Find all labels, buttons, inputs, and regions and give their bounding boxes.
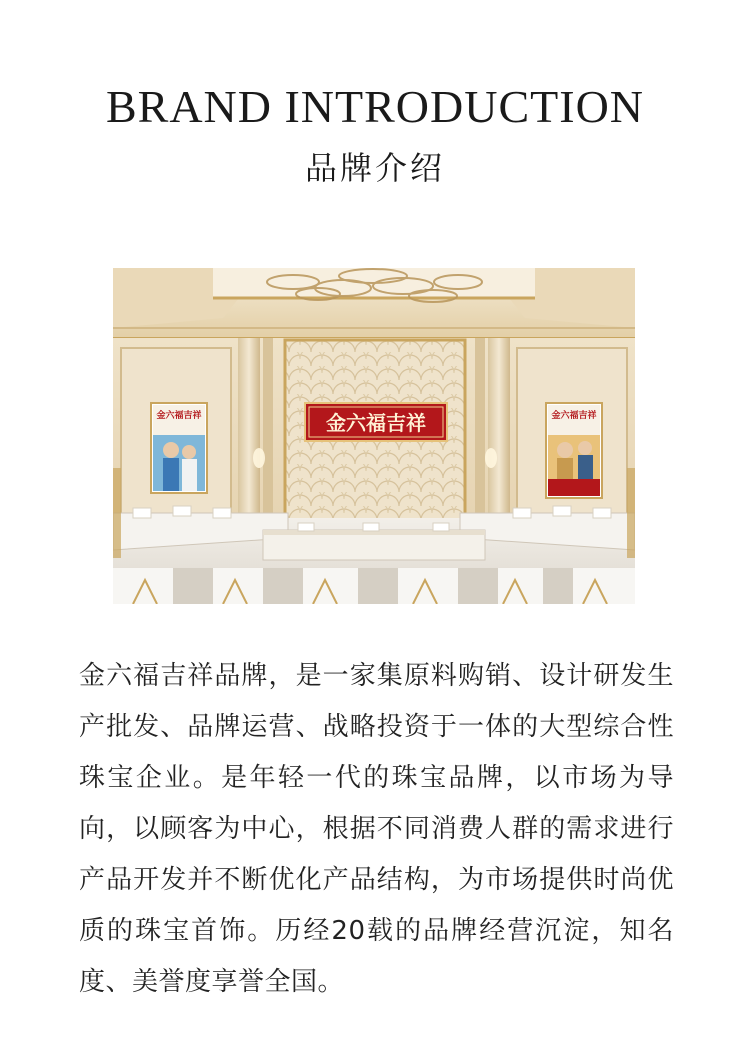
page-title-en: BRAND INTRODUCTION [105,81,645,132]
store-sign-text: 金六福吉祥 [326,411,426,435]
brand-intro-paragraph: 金六福吉祥品牌，是一家集原料购销、设计研发生产批发、品牌运营、战略投资于一体的大型综合性珠宝企业。是年轻一代的珠宝品牌，以市场为导向，以顾客为中心，根据不同消费人群的需求进行产品开发并不断优化产品结构，为市场提供时尚优质的珠宝首饰。历经20载的品牌经营沉淀，知名度、美誉度享誉全国。 [79,661,674,997]
store-interior-photo [113,268,635,604]
poster-left-brand: 金六福吉祥 [156,411,202,421]
poster-right-brand: 金六福吉祥 [551,411,597,421]
page-title-cn: 品牌介绍 [304,149,445,187]
poster-left [151,403,207,493]
poster-right [546,403,602,498]
